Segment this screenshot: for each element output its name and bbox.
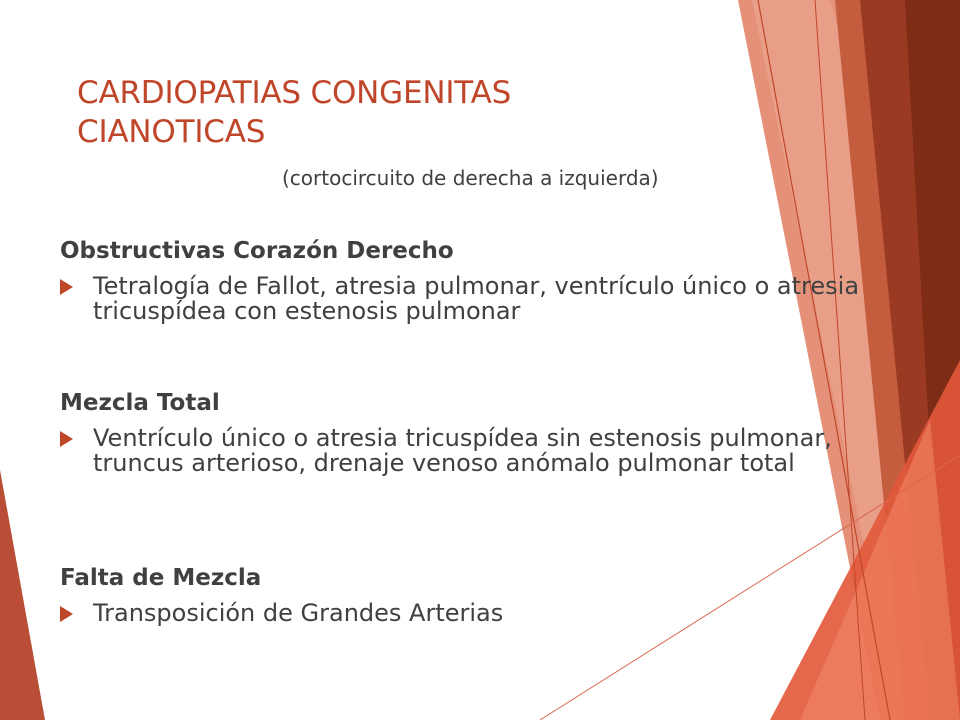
section-heading: Obstructivas Corazón Derecho <box>60 238 454 264</box>
right-triangle-arrow-icon <box>60 279 73 295</box>
slide-subtitle: (cortocircuito de derecha a izquierda) <box>282 166 659 190</box>
section-heading: Falta de Mezcla <box>60 565 262 591</box>
right-triangle-arrow-icon <box>60 431 73 447</box>
bullet-item <box>60 274 900 324</box>
bullet-item <box>60 426 900 476</box>
bullet-text: Ventrículo único o atresia tricuspídea sin estenosis pulmonar, truncus arterioso, drenaje venoso anómalo pulmonar total <box>93 424 832 477</box>
bullet-text: Transposición de Grandes Arterias <box>93 599 504 627</box>
section-heading: Mezcla Total <box>60 390 220 416</box>
right-triangle-arrow-icon <box>60 606 73 622</box>
section-obstructivas <box>60 238 900 324</box>
slide-title: CARDIOPATIAS CONGENITAS CIANOTICAS <box>77 75 512 150</box>
bullet-text: Tetralogía de Fallot, atresia pulmonar, ventrículo único o atresia tricuspídea con estenosis pulmonar <box>93 272 860 325</box>
section-falta-de-mezcla <box>60 565 900 626</box>
bullet-item <box>60 601 900 626</box>
section-mezcla-total <box>60 390 900 476</box>
left-edge-triangle <box>0 470 45 720</box>
